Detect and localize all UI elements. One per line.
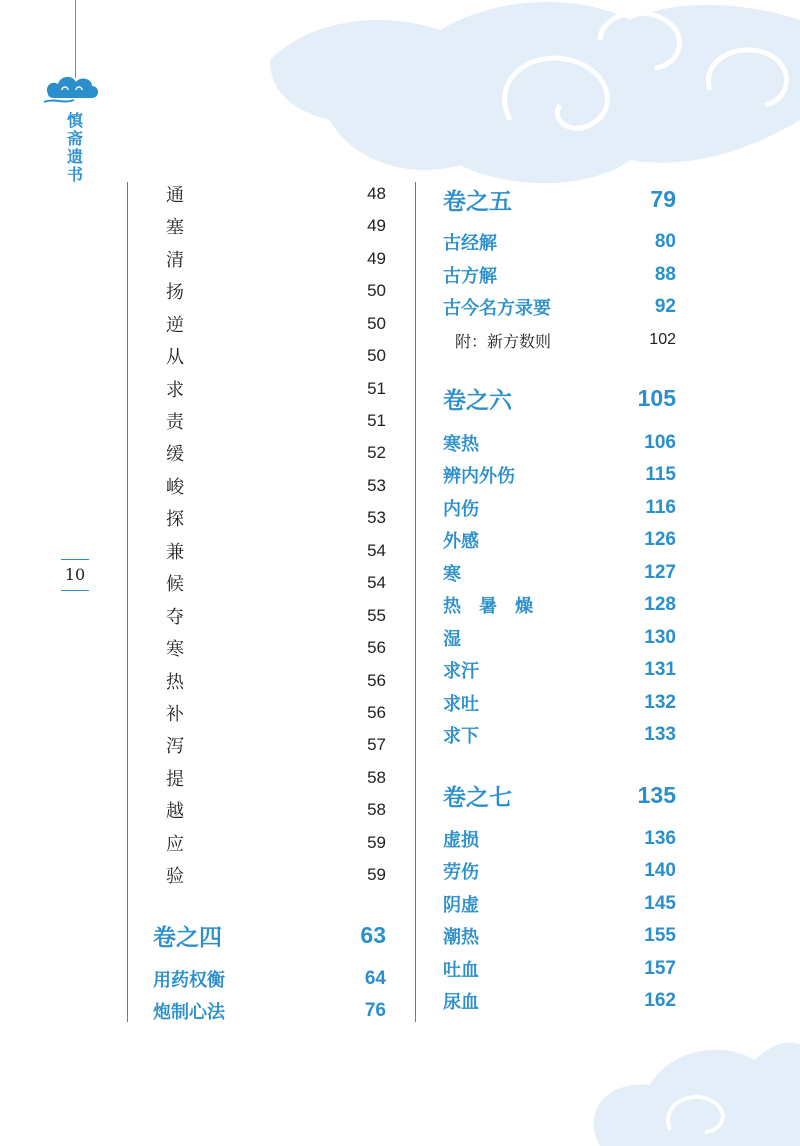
toc-entry-title: 峻 xyxy=(166,477,184,498)
toc-volume-page: 63 xyxy=(360,921,386,948)
toc-entry-title: 夺 xyxy=(166,607,184,628)
toc-section-page: 106 xyxy=(644,432,676,453)
toc-section-title: 炮制心法 xyxy=(153,1002,225,1023)
toc-entry-title: 寒 xyxy=(166,639,184,660)
center-divider xyxy=(415,182,416,1022)
toc-section-page: 116 xyxy=(645,497,676,518)
toc-entry-title: 应 xyxy=(166,834,184,855)
toc-section-title: 内伤 xyxy=(443,499,479,520)
toc-entry[interactable] xyxy=(166,278,386,304)
toc-entry[interactable] xyxy=(166,213,386,239)
toc-section-title: 阴虚 xyxy=(443,895,479,916)
toc-entry[interactable] xyxy=(166,408,386,434)
toc-section-page: 128 xyxy=(644,594,676,615)
toc-entry[interactable] xyxy=(166,830,386,856)
toc-section-page: 162 xyxy=(644,990,676,1011)
toc-section-title: 求汗 xyxy=(443,661,479,682)
toc-volume-title: 卷之五 xyxy=(443,187,512,215)
book-title: 慎斋遗书 xyxy=(66,111,83,184)
cloud-pattern-bottom xyxy=(580,1020,800,1146)
toc-section-title: 寒 xyxy=(443,564,461,585)
toc-volume-title: 卷之六 xyxy=(443,386,512,414)
toc-volume-page: 135 xyxy=(637,781,676,808)
toc-volume-heading[interactable] xyxy=(443,778,676,812)
toc-section[interactable] xyxy=(443,624,676,652)
toc-section-page: 131 xyxy=(644,659,676,680)
toc-section-title: 古今名方录要 xyxy=(443,298,551,319)
toc-entry-page: 52 xyxy=(367,443,386,462)
toc-section-page: 140 xyxy=(644,860,676,881)
toc-entry[interactable] xyxy=(166,862,386,888)
toc-section[interactable] xyxy=(443,526,676,554)
toc-section-title: 寒热 xyxy=(443,434,479,455)
toc-section-title: 潮热 xyxy=(443,927,479,948)
toc-section-page: 88 xyxy=(654,264,676,285)
toc-entry-page: 54 xyxy=(367,573,386,592)
toc-entry[interactable] xyxy=(166,700,386,726)
toc-appendix-title: 附：新方数则 xyxy=(455,331,552,351)
cloud-pattern-top xyxy=(270,0,800,190)
toc-entry-page: 58 xyxy=(367,800,386,819)
toc-section-page: 80 xyxy=(654,231,676,252)
toc-entry-title: 求 xyxy=(166,380,184,401)
toc-section-page: 64 xyxy=(364,968,386,989)
toc-entry-page: 57 xyxy=(367,735,386,754)
toc-volume-title: 卷之四 xyxy=(153,923,222,951)
toc-section[interactable] xyxy=(443,228,676,256)
toc-entry[interactable] xyxy=(166,765,386,791)
toc-volume-heading[interactable] xyxy=(443,182,676,216)
toc-volume-heading[interactable] xyxy=(153,918,386,952)
toc-section-title: 虚损 xyxy=(443,830,479,851)
toc-section[interactable] xyxy=(443,656,676,684)
toc-section-title: 热 暑 燥 xyxy=(443,596,533,617)
toc-entry[interactable] xyxy=(166,668,386,694)
toc-entry-title: 探 xyxy=(166,509,184,530)
toc-entry-title: 泻 xyxy=(166,736,184,757)
toc-section[interactable] xyxy=(443,721,676,749)
toc-entry-page: 51 xyxy=(367,411,386,430)
toc-entry-page: 51 xyxy=(367,379,386,398)
toc-entry-page: 56 xyxy=(367,671,386,690)
toc-entry-title: 逆 xyxy=(166,315,184,336)
toc-entry-page: 50 xyxy=(367,346,386,365)
toc-section-title: 湿 xyxy=(443,629,461,650)
toc-entry-title: 提 xyxy=(166,769,184,790)
toc-section-page: 130 xyxy=(644,627,676,648)
toc-entry[interactable] xyxy=(166,635,386,661)
toc-entry-title: 热 xyxy=(166,672,184,693)
toc-section[interactable] xyxy=(443,429,676,457)
toc-section-title: 辨内外伤 xyxy=(443,466,515,487)
toc-section-title: 求下 xyxy=(443,726,479,747)
toc-section-page: 115 xyxy=(645,464,676,485)
toc-entry-title: 扬 xyxy=(166,282,184,303)
toc-section-title: 古方解 xyxy=(443,266,497,287)
toc-entry-page: 59 xyxy=(367,833,386,852)
toc-entry-title: 责 xyxy=(166,412,184,433)
toc-entry-title: 从 xyxy=(166,347,184,368)
toc-section-title: 用药权衡 xyxy=(153,970,225,991)
toc-entry-page: 50 xyxy=(367,314,386,333)
toc-volume-title: 卷之七 xyxy=(443,783,512,811)
toc-appendix-page: 102 xyxy=(649,331,676,348)
toc-entry-page: 53 xyxy=(367,508,386,527)
toc-section[interactable] xyxy=(443,494,676,522)
toc-section[interactable] xyxy=(443,955,676,983)
page-number: 10 xyxy=(61,559,89,591)
toc-entry-title: 越 xyxy=(166,801,184,822)
toc-entry-title: 缓 xyxy=(166,444,184,465)
toc-section[interactable] xyxy=(443,825,676,853)
toc-volume-page: 79 xyxy=(650,185,676,212)
toc-entry-page: 54 xyxy=(367,541,386,560)
toc-entry-page: 55 xyxy=(367,606,386,625)
toc-entry-title: 塞 xyxy=(166,217,184,238)
toc-entry[interactable] xyxy=(166,311,386,337)
toc-entry-page: 49 xyxy=(367,249,386,268)
toc-section[interactable] xyxy=(443,890,676,918)
toc-section-title: 尿血 xyxy=(443,992,479,1013)
toc-section-page: 126 xyxy=(644,529,676,550)
toc-volume-heading[interactable] xyxy=(443,381,676,415)
toc-section-page: 92 xyxy=(654,296,676,317)
toc-section[interactable] xyxy=(443,922,676,950)
toc-entry[interactable] xyxy=(166,246,386,272)
toc-appendix[interactable] xyxy=(455,327,676,353)
toc-entry-page: 58 xyxy=(367,768,386,787)
toc-entry-page: 56 xyxy=(367,703,386,722)
toc-section-page: 145 xyxy=(644,893,676,914)
toc-entry[interactable] xyxy=(166,732,386,758)
left-divider xyxy=(127,182,128,1022)
toc-section[interactable] xyxy=(443,591,676,619)
toc-section-title: 外感 xyxy=(443,531,479,552)
toc-section-page: 136 xyxy=(644,828,676,849)
toc-entry[interactable] xyxy=(166,343,386,369)
toc-section-title: 吐血 xyxy=(443,960,479,981)
toc-entry[interactable] xyxy=(166,603,386,629)
toc-section-page: 157 xyxy=(644,958,676,979)
toc-entry-title: 兼 xyxy=(166,542,184,563)
toc-entry-page: 56 xyxy=(367,638,386,657)
toc-section[interactable] xyxy=(443,689,676,717)
toc-section-title: 劳伤 xyxy=(443,862,479,883)
toc-section-page: 76 xyxy=(364,1000,386,1021)
toc-entry[interactable] xyxy=(166,570,386,596)
toc-entry-page: 49 xyxy=(367,216,386,235)
toc-entry-page: 59 xyxy=(367,865,386,884)
toc-entry-page: 50 xyxy=(367,281,386,300)
toc-entry-page: 53 xyxy=(367,476,386,495)
toc-entry[interactable] xyxy=(166,440,386,466)
toc-entry[interactable] xyxy=(166,538,386,564)
toc-section[interactable] xyxy=(443,559,676,587)
toc-section-page: 133 xyxy=(644,724,676,745)
toc-section[interactable] xyxy=(443,987,676,1015)
toc-section-title: 古经解 xyxy=(443,233,497,254)
toc-section[interactable] xyxy=(153,997,386,1025)
toc-section[interactable] xyxy=(153,965,386,993)
toc-entry-page: 48 xyxy=(367,184,386,203)
toc-entry-title: 补 xyxy=(166,704,184,725)
hanging-line xyxy=(75,0,76,78)
toc-section[interactable] xyxy=(443,261,676,289)
toc-section[interactable] xyxy=(443,293,676,321)
toc-entry-title: 清 xyxy=(166,250,184,271)
toc-volume-page: 105 xyxy=(637,384,676,411)
toc-entry-title: 验 xyxy=(166,866,184,887)
toc-entry[interactable] xyxy=(166,181,386,207)
toc-section-title: 求吐 xyxy=(443,694,479,715)
toc-entry-title: 通 xyxy=(166,185,184,206)
toc-entry-title: 候 xyxy=(166,574,184,595)
toc-section[interactable] xyxy=(443,857,676,885)
toc-entry[interactable] xyxy=(166,473,386,499)
toc-entry[interactable] xyxy=(166,376,386,402)
toc-section[interactable] xyxy=(443,461,676,489)
toc-entry[interactable] xyxy=(166,505,386,531)
toc-section-page: 155 xyxy=(644,925,676,946)
toc-entry[interactable] xyxy=(166,797,386,823)
toc-section-page: 127 xyxy=(644,562,676,583)
auspicious-cloud-icon xyxy=(44,72,100,106)
toc-section-page: 132 xyxy=(644,692,676,713)
